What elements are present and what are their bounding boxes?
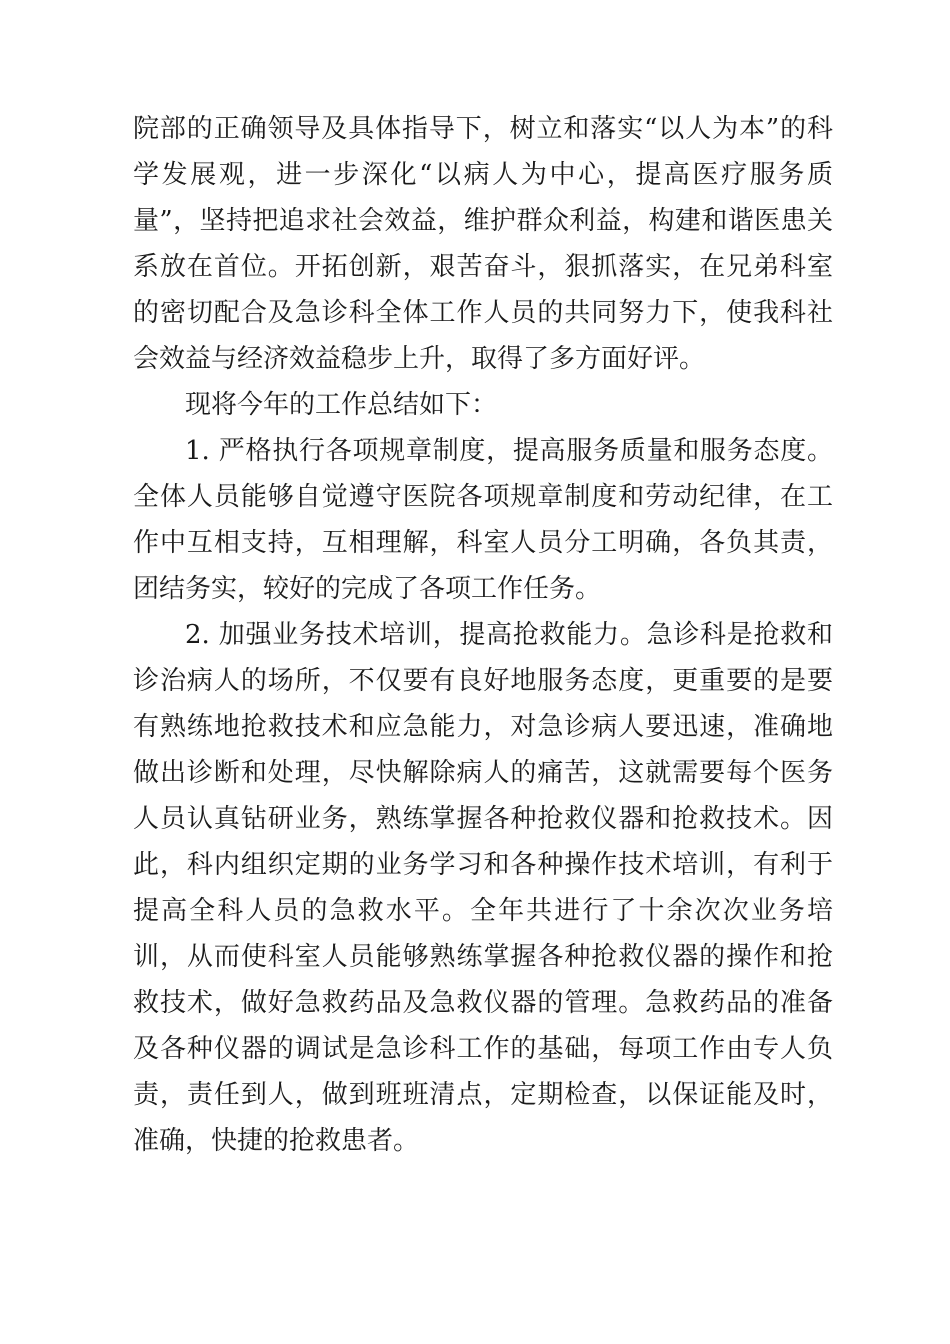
paragraph-item-1: 1. 严格执行各项规章制度，提高服务质量和服务态度。全体人员能够自觉遵守医院各项规章制度和劳动纪律，在工作中互相支持，互相理解，科室人员分工明确，各负其责，团结务实，较好的完成了各项工作任务。 [133, 436, 833, 604]
document-body [133, 106, 833, 1164]
paragraph-intro-continuation: 院部的正确领导及具体指导下，树立和落实“以人为本”的科学发展观，进一步深化“以病人为中心，提高医疗服务质量”，坚持把追求社会效益，维护群众利益，构建和谐医患关系放在首位。开拓创新，艰苦奋斗，狠抓落实，在兄弟科室的密切配合及急诊科全体工作人员的共同努力下，使我科社会效益与经济效益稳步上升，取得了多方面好评。 [133, 114, 833, 374]
paragraph-summary-lead: 现将今年的工作总结如下： [185, 390, 498, 420]
paragraph-item-2: 2. 加强业务技术培训，提高抢救能力。急诊科是抢救和诊治病人的场所，不仅要有良好地服务态度，更重要的是要有熟练地抢救技术和应急能力，对急诊病人要迅速，准确地做出诊断和处理，尽快解除病人的痛苦，这就需要每个医务人员认真钻研业务，熟练掌握各种抢救仪器和抢救技术。因此，科内组织定期的业务学习和各种操作技术培训，有利于提高全科人员的急救水平。全年共进行了十余次次业务培训，从而使科室人员能够熟练掌握各种抢救仪器的操作和抢救技术，做好急救药品及急救仪器的管理。急救药品的准备及各种仪器的调试是急诊科工作的基础，每项工作由专人负责，责任到人，做到班班清点，定期检查，以保证能及时，准确，快捷的抢救患者。 [133, 620, 833, 1156]
